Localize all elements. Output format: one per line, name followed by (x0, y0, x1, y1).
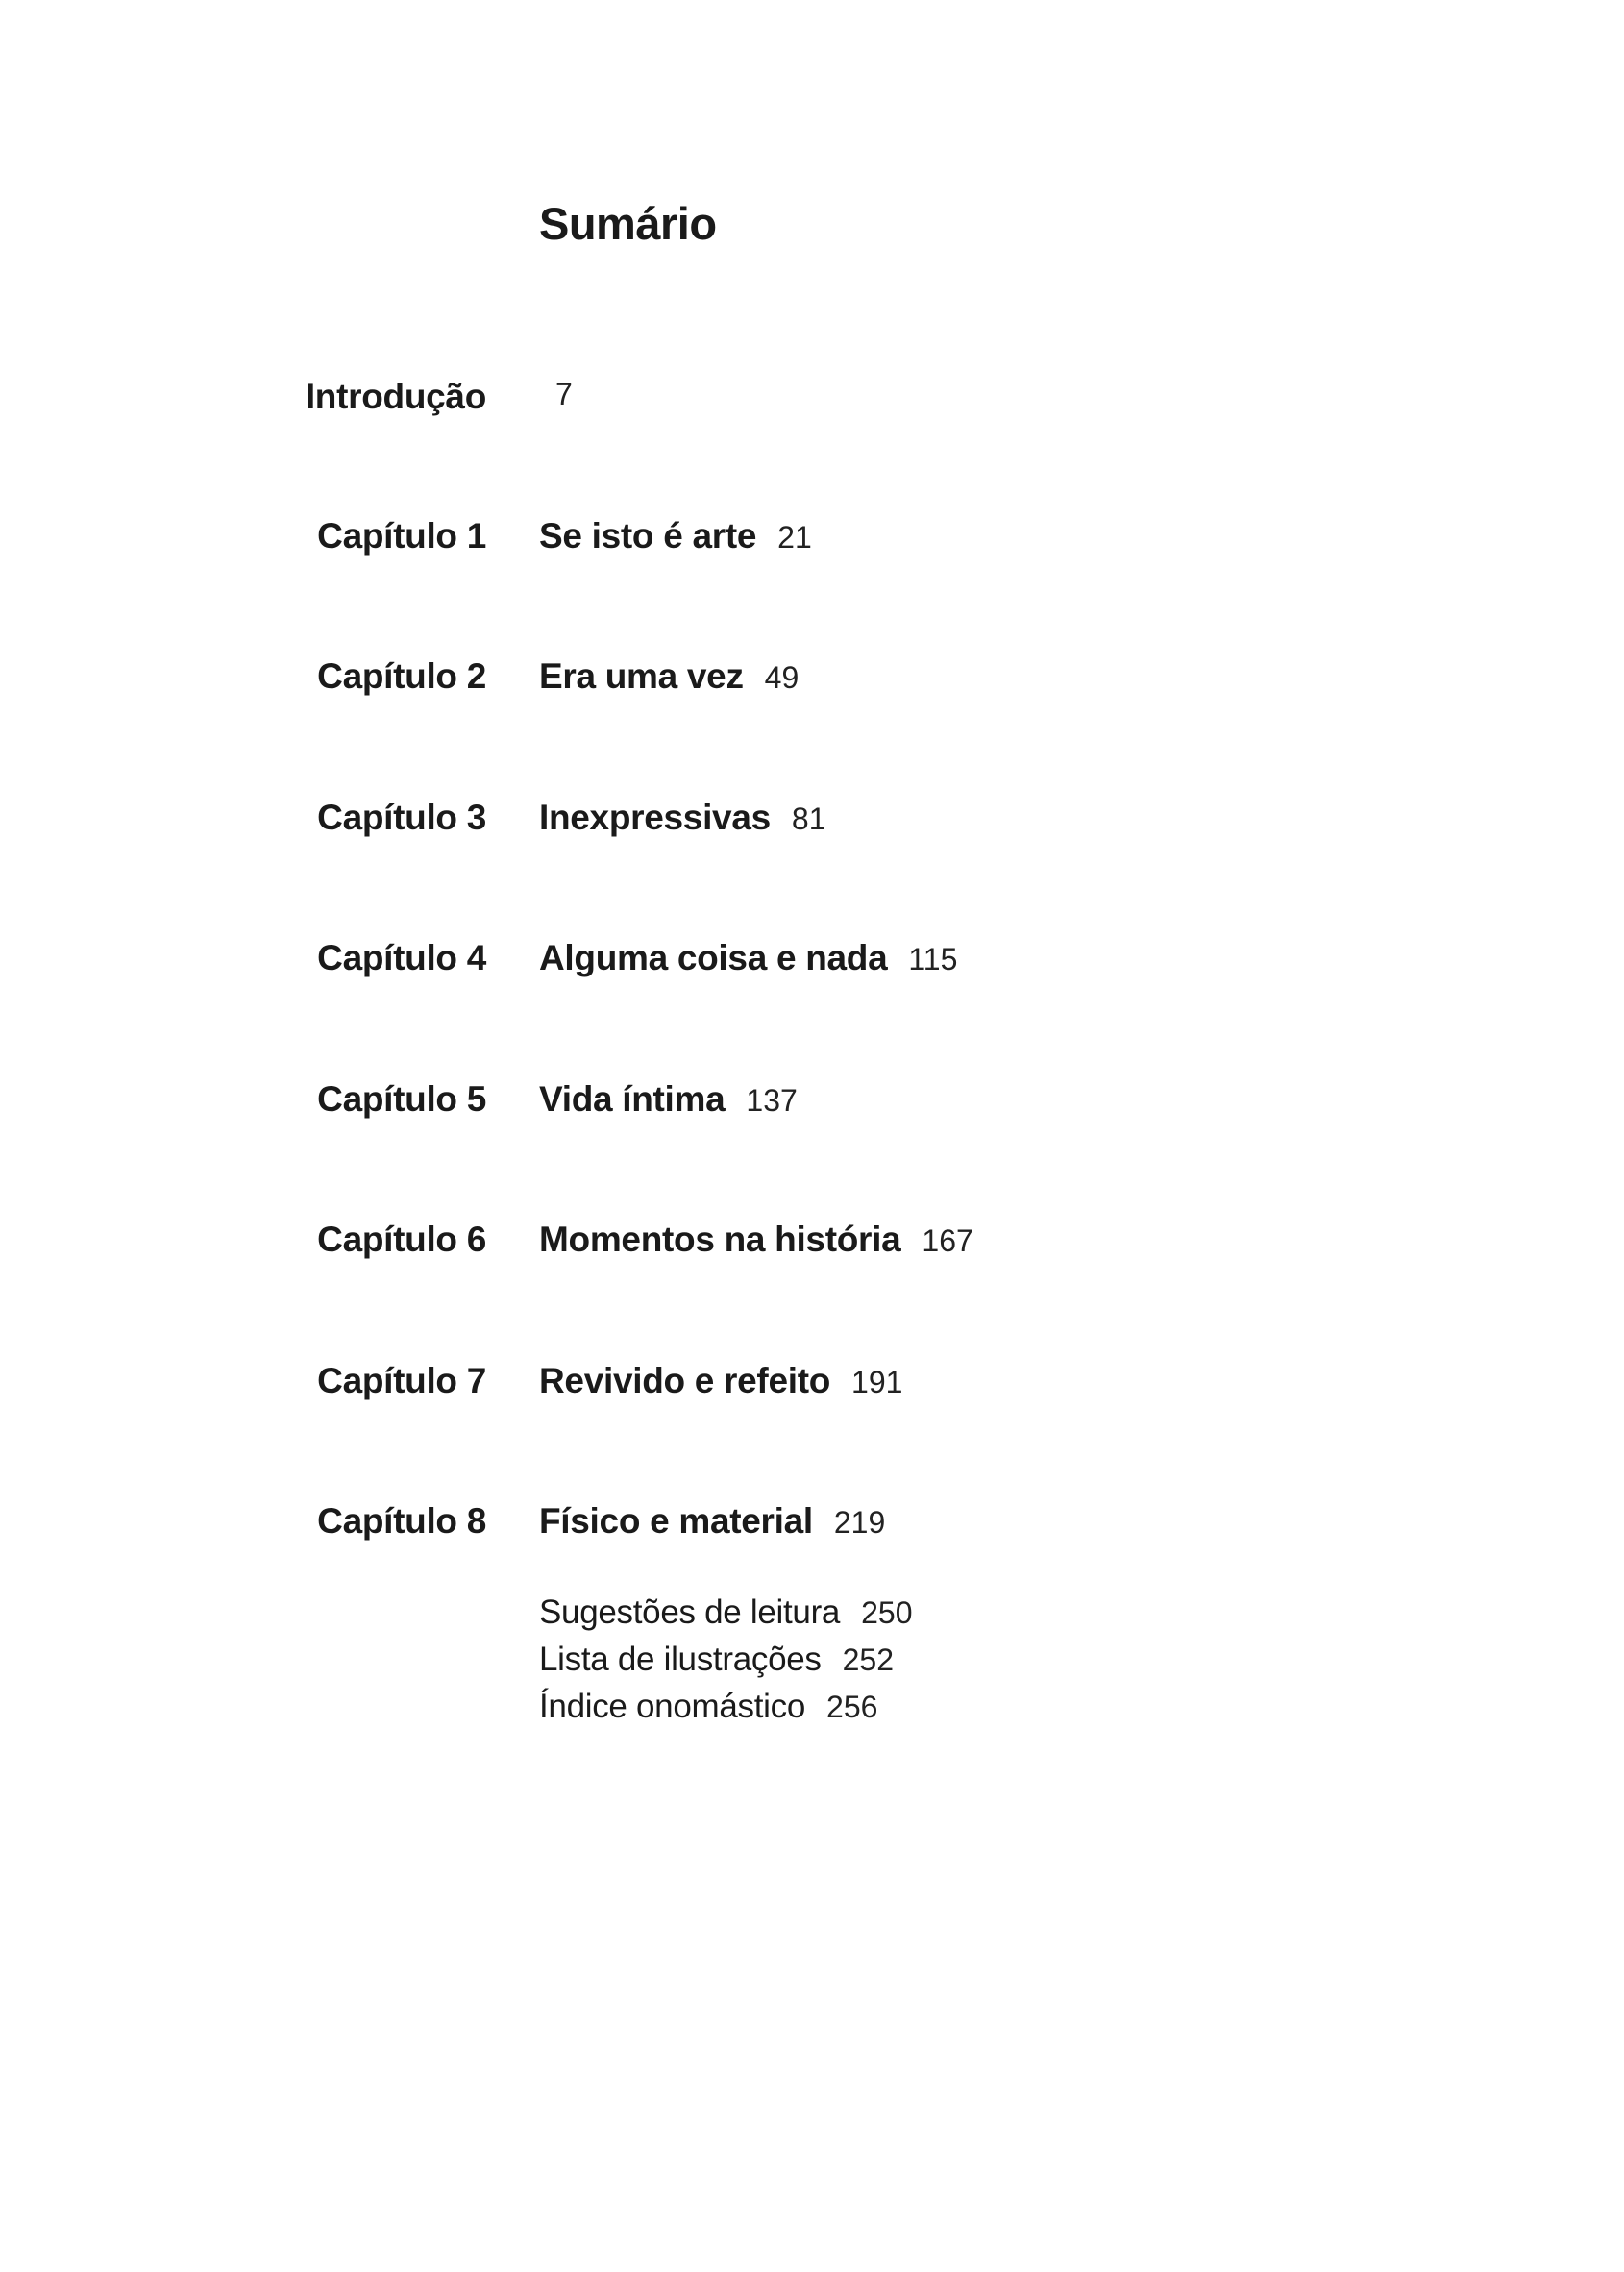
back-matter-list (539, 1595, 913, 1737)
toc-entry-chapter-7[interactable] (539, 1363, 902, 1398)
toc-label-chapter-8: Capítulo 8 (317, 1501, 486, 1541)
toc-entry-chapter-3[interactable] (539, 800, 825, 835)
toc-entry-chapter-4[interactable] (539, 940, 957, 975)
toc-entry-chapter-8[interactable] (539, 1503, 885, 1539)
toc-row-chapter-5 (0, 1081, 1624, 1139)
back-matter-item-index[interactable] (539, 1690, 913, 1737)
toc-label-chapter-1: Capítulo 1 (317, 516, 486, 556)
toc-label-chapter-5: Capítulo 5 (317, 1079, 486, 1119)
toc-row-chapter-4 (0, 940, 1624, 998)
toc-chapter-title: Vida íntima (539, 1079, 726, 1119)
toc-page-number: 81 (791, 802, 826, 836)
toc-page-number: 219 (833, 1505, 886, 1540)
toc-label-chapter-2: Capítulo 2 (317, 656, 486, 696)
toc-row-introduction (0, 379, 1624, 436)
toc-page-number: 115 (908, 942, 958, 976)
toc-entry-introduction[interactable] (539, 379, 573, 409)
toc-label-chapter-7: Capítulo 7 (317, 1361, 486, 1400)
toc-label-chapter-6: Capítulo 6 (317, 1220, 486, 1259)
toc-row-chapter-3 (0, 800, 1624, 857)
toc-chapter-title: Alguma coisa e nada (539, 938, 888, 977)
toc-entry-chapter-1[interactable] (539, 518, 812, 554)
toc-label-chapter-4: Capítulo 4 (317, 938, 486, 977)
back-matter-title: Índice onomástico (539, 1688, 806, 1725)
back-matter-title: Lista de ilustrações (539, 1641, 822, 1678)
page-title: Sumário (539, 198, 717, 250)
toc-label-chapter-3: Capítulo 3 (317, 798, 486, 837)
toc-chapter-title: Se isto é arte (539, 516, 757, 556)
toc-page-number: 191 (851, 1365, 903, 1399)
toc-row-chapter-8 (0, 1503, 1624, 1561)
toc-page-number: 167 (922, 1223, 973, 1258)
toc-entry-chapter-2[interactable] (539, 658, 799, 694)
back-matter-item-illustrations[interactable] (539, 1642, 913, 1690)
toc-chapter-title: Era uma vez (539, 656, 744, 696)
back-matter-page-number: 252 (842, 1642, 894, 1677)
toc-chapter-title: Revivido e refeito (539, 1361, 831, 1400)
toc-row-chapter-1 (0, 518, 1624, 576)
toc-page-number: 49 (764, 660, 800, 695)
toc-row-chapter-6 (0, 1222, 1624, 1279)
toc-row-chapter-7 (0, 1363, 1624, 1420)
back-matter-page-number: 256 (826, 1690, 878, 1724)
toc-entry-chapter-5[interactable] (539, 1081, 798, 1117)
toc-page-number: 21 (777, 520, 812, 555)
toc-chapter-title: Inexpressivas (539, 798, 771, 837)
toc-entry-chapter-6[interactable] (539, 1222, 973, 1257)
toc-label-introduction: Introdução (305, 377, 486, 416)
toc-page-number: 7 (555, 377, 573, 411)
toc-chapter-title: Momentos na história (539, 1220, 901, 1259)
toc-page-number: 137 (746, 1083, 798, 1118)
back-matter-title: Sugestões de leitura (539, 1593, 841, 1631)
toc-row-chapter-2 (0, 658, 1624, 716)
toc-chapter-title: Físico e material (539, 1501, 813, 1541)
back-matter-item-reading[interactable] (539, 1595, 913, 1642)
back-matter-page-number: 250 (861, 1595, 913, 1630)
